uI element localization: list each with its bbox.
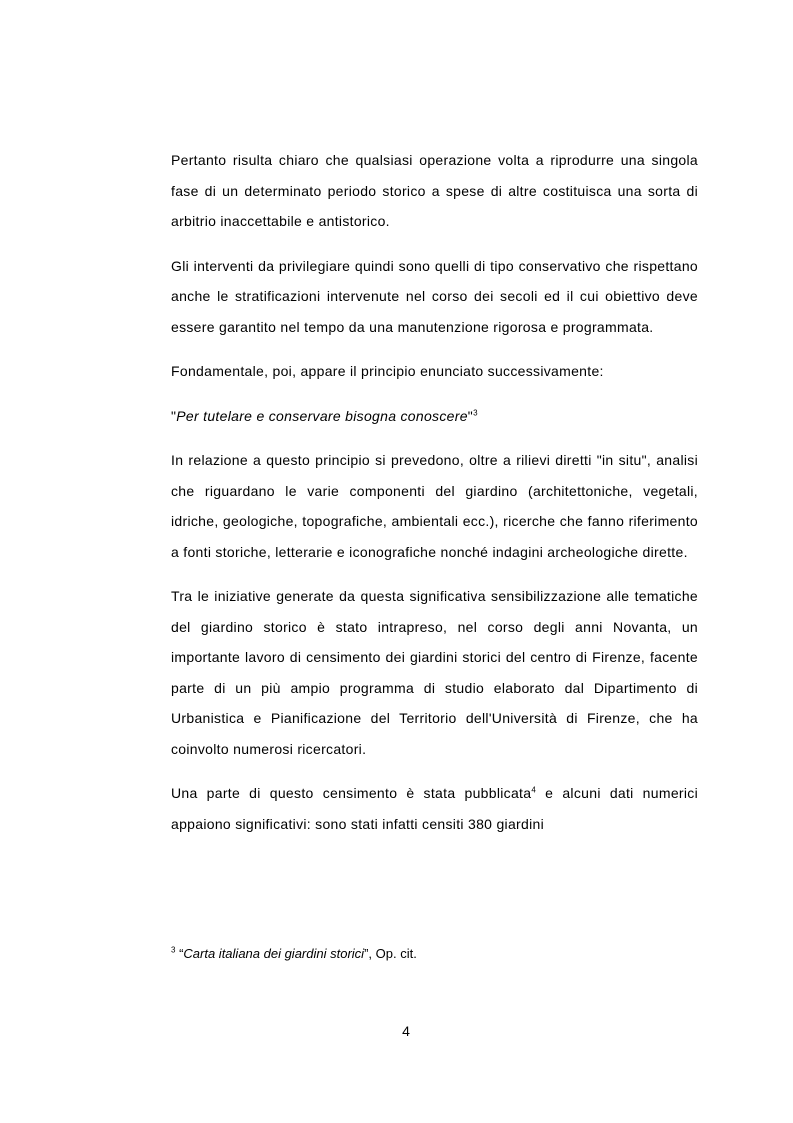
footnote-ref-3: 3 [473,407,478,417]
footnote-open-quote: “ [175,946,184,961]
footnote-close-quote: ” [364,946,369,961]
paragraph-5: In relazione a questo principio si prevedono, oltre a rilievi diretti "in situ", analisi che riguardano le varie componenti del giardino (architettoniche, vegetali, idriche, geologiche, topografiche, ambientali ecc.), ricerche che fanno riferimento a fonti storiche, letterarie e iconografiche nonché indagini archeologiche dirette. [171,452,698,560]
quote-text: Per tutelare e conservare bisogna conoscere [176,407,468,424]
footnote-ref-4: 4 [531,785,537,795]
page-number: 4 [402,1023,410,1039]
footnote-title: Carta italiana dei giardini storici [183,946,365,961]
footnote-number: 3 [171,945,176,955]
footnote-3 [171,945,698,963]
paragraph-7-start: Una parte di questo censimento è stata pubblicata [171,785,532,801]
quote-close-mark: " [467,407,474,424]
principle-quote [171,401,698,432]
paragraph-3: Fondamentale, poi, appare il principio enunciato successivamente: [171,363,604,379]
footnote-citation: , Op. cit. [368,946,417,961]
paragraph-1: Pertanto risulta chiaro che qualsiasi operazione volta a riprodurre una singola fase di un determinato periodo storico a spese di altre costituisca una sorta di arbitrio inaccettabile e antistorico. [171,152,698,229]
body-text [171,145,698,839]
quote-open-mark: " [171,407,177,424]
paragraph-2: Gli interventi da privilegiare quindi sono quelli di tipo conservativo che rispettano anche le stratificazioni intervenute nel corso dei secoli ed il cui obiettivo deve essere garantito nel tempo da una manutenzione rigorosa e programmata. [171,257,698,335]
paragraph-6: Tra le iniziative generate da questa significativa sensibilizzazione alle tematiche del giardino storico è stato intrapreso, nel corso degli anni Novanta, un importante lavoro di censimento dei giardini storici del centro di Firenze, facente parte di un più ampio programma di studio elaborato dal Dipartimento di Urbanistica e Pianificazione del Territorio dell'Università di Firenze, che ha coinvolto numerosi ricercatori. [171,588,698,757]
paragraph-7-end: e alcuni dati numerici appaiono significativi: sono stati infatti censiti 380 giardini [171,785,698,832]
paragraph-7 [171,778,698,839]
